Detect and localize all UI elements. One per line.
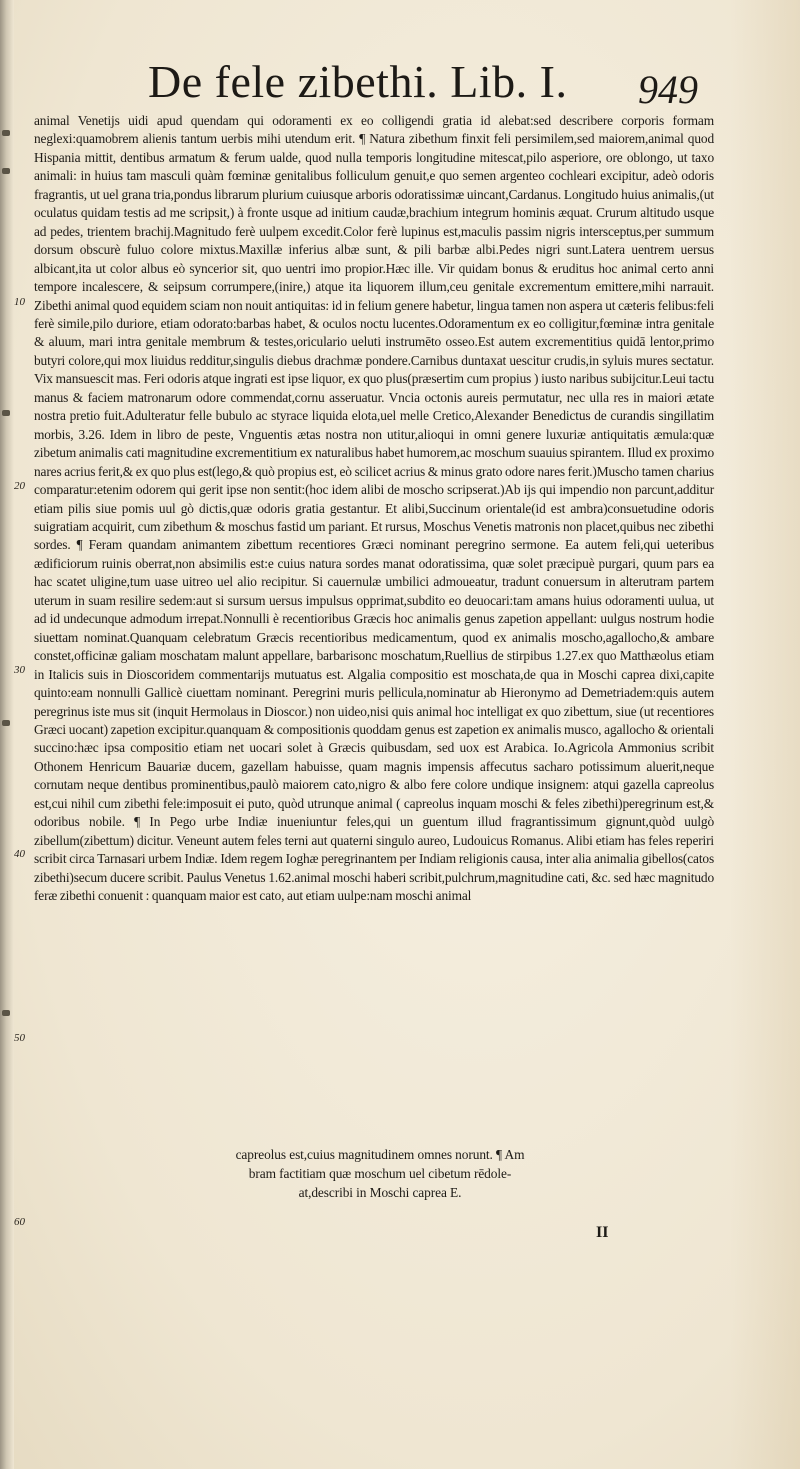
margin-ink-mark — [2, 130, 10, 136]
paper-edge-shading — [730, 0, 800, 1469]
catchword: II — [596, 1224, 609, 1241]
tail-lines — [120, 1145, 640, 1202]
body-text — [34, 112, 714, 905]
margin-ink-mark — [2, 1010, 10, 1016]
margin-line-number: 60 — [14, 1216, 25, 1228]
page-header — [148, 52, 718, 112]
margin-ink-mark — [2, 410, 10, 416]
tail-line: at,describi in Moschi caprea E. — [298, 1185, 462, 1200]
tail-line: capreolus est,cuius magnitudinem omnes norunt. ¶ Am — [235, 1147, 525, 1162]
page-number: 949 — [638, 67, 698, 112]
body-paragraph: animal Venetijs uidi apud quendam qui odoramenti ex eo colligendi gratia id alebat:sed describere corporis formam neglexi:quamobrem alienis tantum uerbis mihi utendum erit. ¶ Natura zibethum finxit feli persimilem,sed maiorem,animal quod Hispania mittit, dentibus armatum & ferum ualde, quod nulla temporis longitudine mitescat,pilo asperiore, ore oblongo, ut taxo animali: in huius tam masculi quàm fœminæ genitalibus folliculum genuit,e quo semen argenteo cochleari excipitur, adeò odoris fragrantis, ut uel grana tria,pondus librarum plurium cuiusque arboris odoratissimæ uincant,Cardanus. Longitudo huius animalis,(ut oculatus quidam testis ad me scripsit,) à fronte usque ad initium caudæ,brachium integrum hominis æquat. Crurum altitudo usque ad pedes, trientem brachij.Magnitudo ferè uulpem excedit.Color ferè lupinus est,maculis passim nigris intersceptus,per summum dorsum obscurè fuluo colore mixtus.Maxillæ inferius albæ sunt, & pili barbæ albi.Pedes nigri sunt.Latera uentrem uersus albicant,ita ut color albus eò syncerior sit, quo uentri imo propior.Hæc ille. Vir quidam bonus & eruditus hoc animal certo anni tempore incalescere, & seipsum corrumpere,(inire,) atque ita liquorem illum,ceu genitale excrementum emittere,mihi narrauit. Zibethi animal quod equidem sciam non nouit antiquitas: id in felium genere habetur, lingua tamen non aspera ut cæteris felibus:feli ferè simile,pilo duriore, etiam odorato:barbas habet, & oculos noctu lucentes.Odoramentum ex eo colligitur,fœminæ intra genitale & aluum, mari intra genitale membrum & testes,oriculario ueluti instrumēto osseo.Est autem excrementitius quidā lentor,primo butyri colore,qui mox liuidus redditur,singulis diebus drachmæ pondere.Carnibus duntaxat uescitur crudis,in syluis mures sectatur. Vix mansuescit mas. Feri odoris atque ingrati est ipse liquor, ex quo plus(præsertim cum propius ) iusto naribus subijcitur.Leui tactu manus & faciem matronarum odore commendat,cornu asseruatur. Vncia octonis aureis permutatur, nec ulla res in maiori ætate nostra pretio fuit.Adulteratur felle bubulo ac styrace liquida elota,uel melle Cretico,Alexander Benedictus de curandis singillatim morbis, 3.26. Idem in libro de peste, Vnguentis ætas nostra non utitur,alioqui in omni genere luxuriæ antiquitatis æmula:quæ zibetum animalis cati magnitudine excrementitium ex naturalibus habet humorem,ac moschum suauius spirantem. Illud ex proximo nares acrius ferit,& ex quo plus est(lego,& quò propius est, eò scilicet acrius & minus grato odore nares ferit.)Muscho tamen charius comparatur:etenim odorem qui gerit ipse non sentit:(hoc idem alibi de moscho scripserat.)Ab ijs qui impendio non parcunt,additur etiam pilis siue pomis uul gò dictis,quæ odoris gratia gestantur. Et alibi,Succinum orientale(id est ambra)consuetudine odoris suigratiam acquirit, cum zibethum & moschus fastid um pariant. Et rursus, Moschus Venetis matronis non placet,quibus nec zibethi sordes. ¶ Feram quandam animantem zibettum recentiores Græci nominant peregrino sermone. Ea autem feli,qui ueteribus ædificiorum ruinis oberrat,non absimilis est:e cuius natura sordes manat odoratissima, quæ solet præcipuè purgari, quum pars ea hac scatet uligine,tum uase uitreo uel alio recipitur. Si cauernulæ umbilici admoueatur, tradunt conuersum in alterutram partem uterum in suam resilire sedem:aut si sursum uersus impulsus opprimat,subdito eo deuocari:tam amans huius odoramenti uulua, ut ad id undecunque admodum irrepat.Nonnulli è recentioribus Græcis hoc animalis genus zapetion appellant: uulgus nostrum hodie siuettam nominat.Quanquam celebratum Græcis recentioribus medicamentum, quod ex animalis moscho,agallocho,& ambare constet,officinæ galiam moschatam malunt appellare, barbarisonc moschatum,Ruellius de stirpibus 1.27.ex quo Matthæolus etiam in Italicis suis in Dioscoridem commentarijs mutuatus est. Algalia compositio est moschata,de qua in Moschi caprea dixi,capite quinto:eam nonnulli Gallicè ciuettam nominant. Peregrini muris pellicula,nominatur ab Hieronymo ad Demetriadem:quis autem peregrinus iste mus sit (inquit Hermolaus in Dioscor.) non uideo,nisi quis animal hoc intelligat ex quo zibettum, siue (ut recentiores Græci uocant) zapetion excipitur.quanquam & compositionis quoddam genus est zapetion ex animalis musco, agallocho & orientali succino:hæc ipsa compositio etiam net uocari solet à Græcis quibusdam, sed uox est Arabica. Io.Agricola Ammonius scribit Othonem Henricum Bauariæ ducem, gazellam habuisse, quam magnis impensis affecutus sacharo potissimum aluerit,neque cornutam neque dentibus prominentibus,paulò maiorem cato,nigro & albo fere colore undique insignem: atqui gazella capreolus est,cui nihil cum zibethi fele:imposuit ei puto, quòd utrunque animal ( capreolus inquam moschi & feles zibethi)peregrinum est,& odoribus nobile. ¶ In Pego urbe Indiæ inueniuntur feles,qui un guentum illud fragrantissimum gignunt,quòd uulgò zibellum(zibettum) dicitur. Veneunt autem feles terni aut quaterni singulo aureo, Ludouicus Romanus. Alibi etiam has feles reperiri scribit circa Tarnasari urbem Indiæ. Idem regem Ioghæ peregrinantem per Indiam religionis causa, inter alia animalia gibellos(catos zibethi)secum ducere scribit. Paulus Venetus 1.62.animal moschi haberi scribit,pulchrum,magnitudine cati, &c. sed hæc magnitudo feræ zibethi conuenit : quanquam maior est cato, aut etiam uulpe:nam moschi animal — [34, 113, 714, 904]
tail-line: bram factitiam quæ moschum uel cibetum rēdole- — [248, 1166, 512, 1181]
margin-line-number: 40 — [14, 848, 25, 860]
margin-line-number: 50 — [14, 1032, 25, 1044]
margin-line-number: 10 — [14, 296, 25, 308]
margin-ink-mark — [2, 168, 10, 174]
binding-gutter — [0, 0, 14, 1469]
margin-line-number: 20 — [14, 480, 25, 492]
margin-ink-mark — [2, 720, 10, 726]
running-title: De fele zibethi. Lib. I. — [148, 56, 568, 107]
margin-line-number: 30 — [14, 664, 25, 676]
